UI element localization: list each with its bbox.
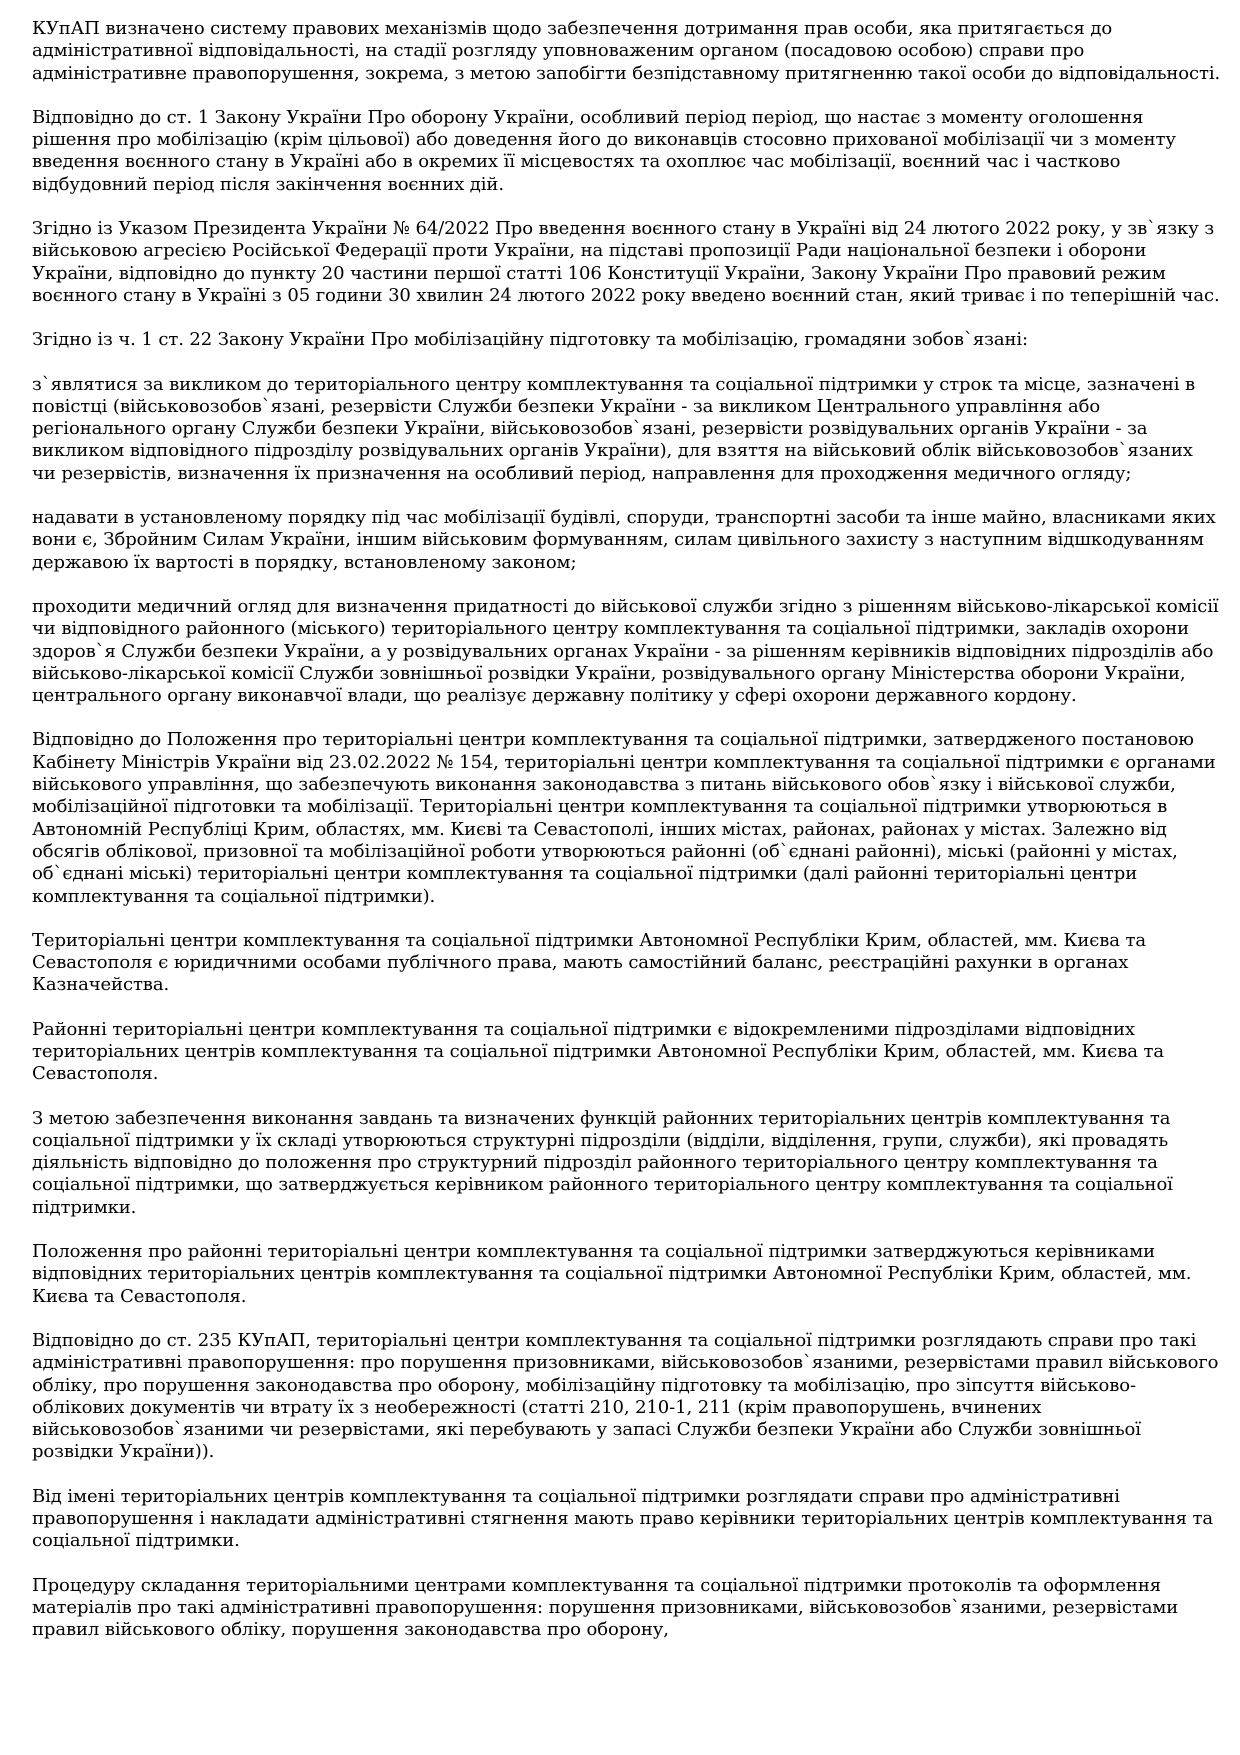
paragraph-2: Відповідно до ст. 1 Закону України Про оборону України, особливий період період, що настає з моменту оголошення рішення про мобілізацію (крім цільової) або доведення його до виконавців стосовно прихованої мобілізації чи з моменту введення воєнного стану в Україні або в окремих її місцевостях та охоплює час мобілізації, воєнний час і частково відбудовний період після закінчення воєнних дій.	[32, 106, 1176, 195]
paragraph-3: Згідно із Указом Президента України № 64/2022 Про введення воєнного стану в Україні від 24 лютого 2022 року, у зв`язку з військовою агресією Російської Федерації проти України, на підставі пропозиції Ради національної безпеки і оборони України, відповідно до пункту 20 частини першої статті 106 Конституції України, Закону України Про правовий режим воєнного стану в Україні з 05 години 30 хвилин 24 лютого 2022 року введено воєнний стан, який триває і по теперішній час.	[32, 218, 1220, 306]
paragraph-14: Від імені територіальних центрів комплектування та соціальної підтримки розглядати справи про адміністративні правопорушення і накладати адміністративні стягнення мають право керівники територіальних центрів комплектування та соціальної підтримки.	[32, 1485, 1214, 1552]
paragraph-12: Положення про районні територіальні центри комплектування та соціальної підтримки затверджуються керівниками відповідних територіальних центрів комплектування та соціальної підтримки Автономної Республіки Крим, областей, мм. Києва та Севастополя.	[32, 1241, 1192, 1307]
paragraph-15: Процедуру складання територіальними центрами комплектування та соціальної підтримки протоколів та оформлення матеріалів про такі адміністративні правопорушення: порушення призовниками, військовозобов`язаними, резервістами правил військового обліку, порушення законодавства про оборону,	[32, 1574, 1179, 1641]
paragraph-10: Районні територіальні центри комплектування та соціальної підтримки є відокремленими підрозділами відповідних територіальних центрів комплектування та соціальної підтримки Автономної Республіки Крим, областей, мм. Києва та Севастополя.	[32, 1018, 1165, 1085]
paragraph-6: надавати в установленому порядку під час мобілізації будівлі, споруди, транспортні засоби та інше майно, власниками яких вони є, Збройним Силам України, іншим військовим формуванням, силам цивільного захисту з наступним відшкодуванням державою їх вартості в порядку, встановленому законом;	[32, 507, 1216, 573]
paragraph-9: Територіальні центри комплектування та соціальної підтримки Автономної Республіки Крим, областей, мм. Києва та Севастополя є юридичними особами публічного права, мають самостійний баланс, реєстраційні рахунки в органах Казначейства.	[32, 929, 1146, 996]
paragraph-8: Відповідно до Положення про територіальні центри комплектування та соціальної підтримки, затвердженого постановою Кабінету Міністрів України від 23.02.2022 № 154, територіальні центри комплектування та соціальної підтримки є органами військового управління, що забезпечують виконання законодавства з питань військового обов`язку і військової служби, мобілізаційної підготовки та мобілізації. Територіальні центри комплектування та соціальної підтримки утворюються в Автономній Республіці Крим, областях, мм. Києві та Севастополі, інших містах, районах, районах у містах. Залежно від обсягів облікової, призовної та мобілізаційної роботи утворюються районні (об`єднані районні), міські (районні у містах, об`єднані міські) територіальні центри комплектування та соціальної підтримки (далі районні територіальні центри комплектування та соціальної підтримки).	[32, 729, 1216, 907]
paragraph-4: Згідно із ч. 1 ст. 22 Закону України Про мобілізаційну підготовку та мобілізацію, громадяни зобов`язані:	[32, 329, 1028, 351]
paragraph-11: З метою забезпечення виконання завдань та визначених функцій районних територіальних центрів комплектування та соціальної підтримки у їх складі утворюються структурні підрозділи (відділи, відділення, групи, служби), які провадять діяльність відповідно до положення про структурний підрозділ районного територіального центру комплектування та соціальної підтримки, що затверджується керівником районного територіального центру комплектування та соціальної підтримки.	[32, 1107, 1173, 1218]
paragraph-13: Відповідно до ст. 235 КУпАП, територіальні центри комплектування та соціальної підтримки розглядають справи про такі адміністративні правопорушення: про порушення призовниками, військовозобов`язаними, резервістами правил військового обліку, про порушення законодавства про оборону, мобілізаційну підготовку та мобілізацію, про зіпсуття військово-облікових документів чи втрату їх з необережності (статті 210, 210-1, 211 (крім правопорушень, вчинених військовозобов`язаними чи резервістами, які перебувають у запасі Служби безпеки України або Служби зовнішньої розвідки України)).	[32, 1329, 1219, 1463]
paragraph-7: проходити медичний огляд для визначення придатності до військової служби згідно з рішенням військово-лікарської комісії чи відповідного районного (міського) територіального центру комплектування та соціальної підтримки, закладів охорони здоров`я Служби безпеки України, а у розвідувальних органах України - за рішенням керівників відповідних підрозділів або військово-лікарської комісії Служби зовнішньої розвідки України, розвідувального органу Міністерства оборони України, центрального органу виконавчої влади, що реалізує державну політику у сфері охорони державного кордону.	[32, 595, 1219, 707]
paragraph-1: КУпАП визначено систему правових механізмів щодо забезпечення дотримання прав особи, яка притягається до адміністративної відповідальності, на стадії розгляду уповноваженим органом (посадовою особою) справи про адміністративне правопорушення, зокрема, з метою запобігти безпідставному притягненню такої особи до відповідальності.	[32, 18, 1221, 84]
document-page	[32, 18, 1222, 1664]
paragraph-5: з`являтися за викликом до територіального центру комплектування та соціальної підтримки у строк та місце, зазначені в повістці (військовозобов`язані, резервісти Служби безпеки України - за викликом Центрального управління або регіонального органу Служби безпеки України, військовозобов`язані, резервісти розвідувальних органів України - за викликом відповідного підрозділу розвідувальних органів України), для взяття на військовий облік військовозобов`язаних чи резервістів, визначення їх призначення на особливий період, направлення для проходження медичного огляду;	[32, 373, 1196, 484]
